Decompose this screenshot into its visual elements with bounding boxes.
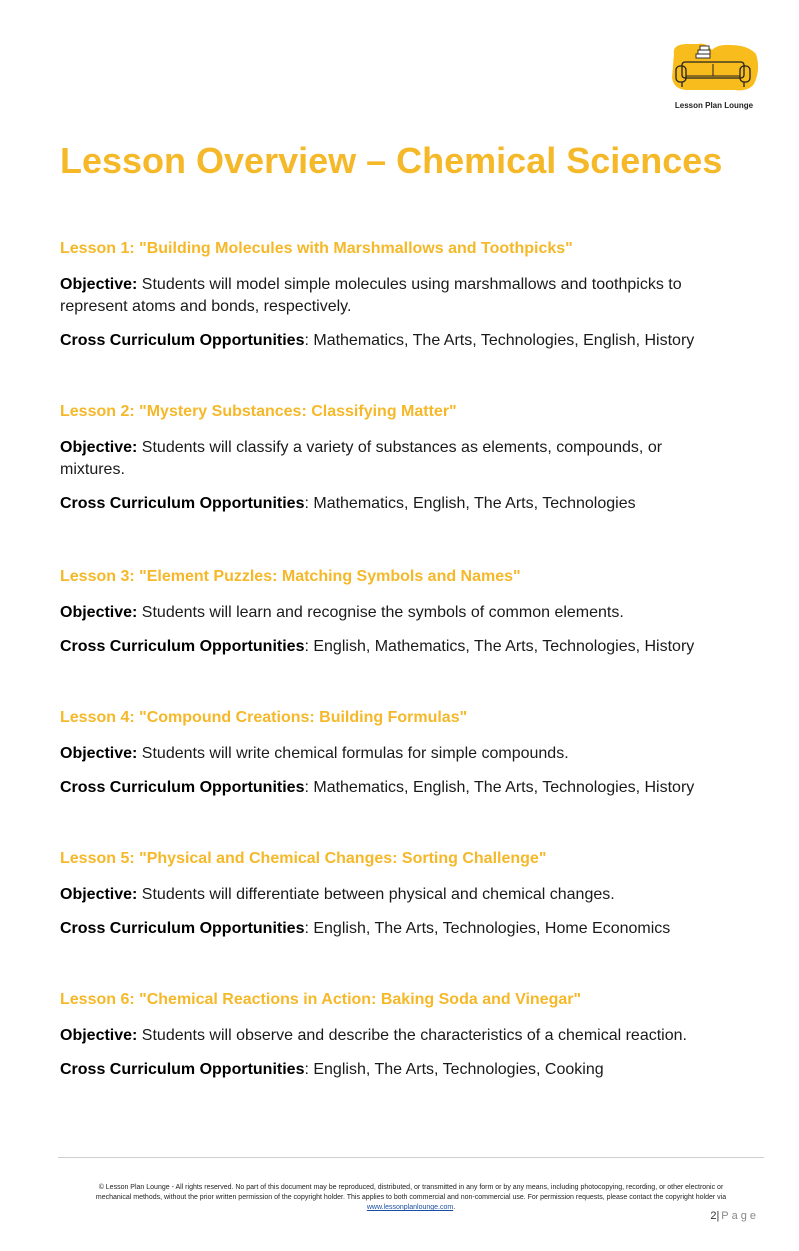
cross-curriculum-label: Cross Curriculum Opportunities: [60, 920, 305, 937]
lesson-section: [60, 238, 750, 364]
brand-logo: [668, 40, 760, 116]
objective-value: Students will differentiate between physical and chemical changes.: [137, 886, 615, 903]
footer-divider: [58, 1157, 764, 1158]
objective-text: [60, 437, 750, 481]
cross-curriculum-label: Cross Curriculum Opportunities: [60, 779, 305, 796]
objective-label: Objective:: [60, 1027, 138, 1044]
objective-label: Objective:: [60, 886, 138, 903]
objective-value: Students will observe and describe the characteristics of a chemical reaction.: [137, 1027, 687, 1044]
sofa-logo-icon: [668, 40, 760, 102]
objective-value: Students will model simple molecules using marshmallows and toothpicks to: [137, 276, 682, 293]
objective-value: Students will write chemical formulas for simple compounds.: [137, 745, 569, 762]
cross-curriculum-label: Cross Curriculum Opportunities: [60, 332, 305, 349]
lesson-title: Lesson 2: "Mystery Substances: Classifying Matter": [60, 403, 457, 420]
page-number: [710, 1210, 759, 1222]
page-number-value: 2: [710, 1210, 717, 1222]
cross-curriculum-value: : Mathematics, English, The Arts, Technologies, History: [304, 779, 695, 796]
page-label: Page: [721, 1210, 759, 1222]
objective-label: Objective:: [60, 439, 138, 456]
cross-curriculum-text: [60, 330, 750, 352]
cross-curriculum-text: [60, 777, 750, 799]
lesson-section: [60, 401, 750, 527]
cross-curriculum-value: : Mathematics, English, The Arts, Technologies: [304, 495, 636, 512]
lesson-section: [60, 566, 750, 670]
lesson-section: [60, 989, 750, 1093]
lesson-title: Lesson 6: "Chemical Reactions in Action: Baking Soda and Vinegar": [60, 991, 582, 1008]
objective-text: [60, 884, 750, 906]
objective-text: [60, 1025, 750, 1047]
cross-curriculum-text: [60, 493, 750, 515]
objective-value-continued: mixtures.: [60, 461, 125, 478]
lesson-title: Lesson 4: "Compound Creations: Building Formulas": [60, 709, 468, 726]
objective-text: [60, 274, 750, 318]
objective-text: [60, 743, 750, 765]
objective-label: Objective:: [60, 276, 138, 293]
cross-curriculum-value: : English, Mathematics, The Arts, Technologies, History: [304, 638, 695, 655]
website-link[interactable]: www.lessonplanlounge.com: [366, 1204, 454, 1211]
brand-name: Lesson Plan Lounge: [674, 101, 754, 110]
copyright-line: mechanical methods, without the prior written permission of the copyright holder. This applies to both commercial and non-commercial use. For permission requests, please contact the copyright holder via: [95, 1194, 727, 1201]
objective-label: Objective:: [60, 745, 138, 762]
objective-value-continued: represent atoms and bonds, respectively.: [60, 298, 352, 315]
page-title: Lesson Overview – Chemical Sciences: [60, 140, 723, 181]
cross-curriculum-text: [60, 636, 750, 658]
copyright-line: © Lesson Plan Lounge - All rights reserved. No part of this document may be reproduced, distributed, or transmitted in any form or by any means, including photocopying, recording, or other electronic or: [98, 1184, 724, 1191]
lesson-section: [60, 707, 750, 811]
page-separator: |: [716, 1210, 720, 1222]
objective-value: Students will learn and recognise the symbols of common elements.: [137, 604, 624, 621]
cross-curriculum-text: [60, 918, 750, 940]
cross-curriculum-value: : Mathematics, The Arts, Technologies, English, History: [304, 332, 695, 349]
footer-copyright: [62, 1183, 760, 1213]
cross-curriculum-label: Cross Curriculum Opportunities: [60, 638, 305, 655]
cross-curriculum-value: : English, The Arts, Technologies, Home Economics: [304, 920, 671, 937]
lesson-title: Lesson 1: "Building Molecules with Marshmallows and Toothpicks": [60, 240, 573, 257]
objective-text: [60, 602, 750, 624]
footer-link-suffix: .: [453, 1204, 456, 1211]
lesson-section: [60, 848, 750, 952]
cross-curriculum-label: Cross Curriculum Opportunities: [60, 1061, 305, 1078]
objective-label: Objective:: [60, 604, 138, 621]
footer-link-row: [62, 1203, 760, 1213]
cross-curriculum-text: [60, 1059, 750, 1081]
lesson-title: Lesson 3: "Element Puzzles: Matching Symbols and Names": [60, 568, 521, 585]
lesson-title: Lesson 5: "Physical and Chemical Changes: Sorting Challenge": [60, 850, 547, 867]
cross-curriculum-label: Cross Curriculum Opportunities: [60, 495, 305, 512]
cross-curriculum-value: : English, The Arts, Technologies, Cooking: [304, 1061, 604, 1078]
objective-value: Students will classify a variety of substances as elements, compounds, or: [137, 439, 663, 456]
